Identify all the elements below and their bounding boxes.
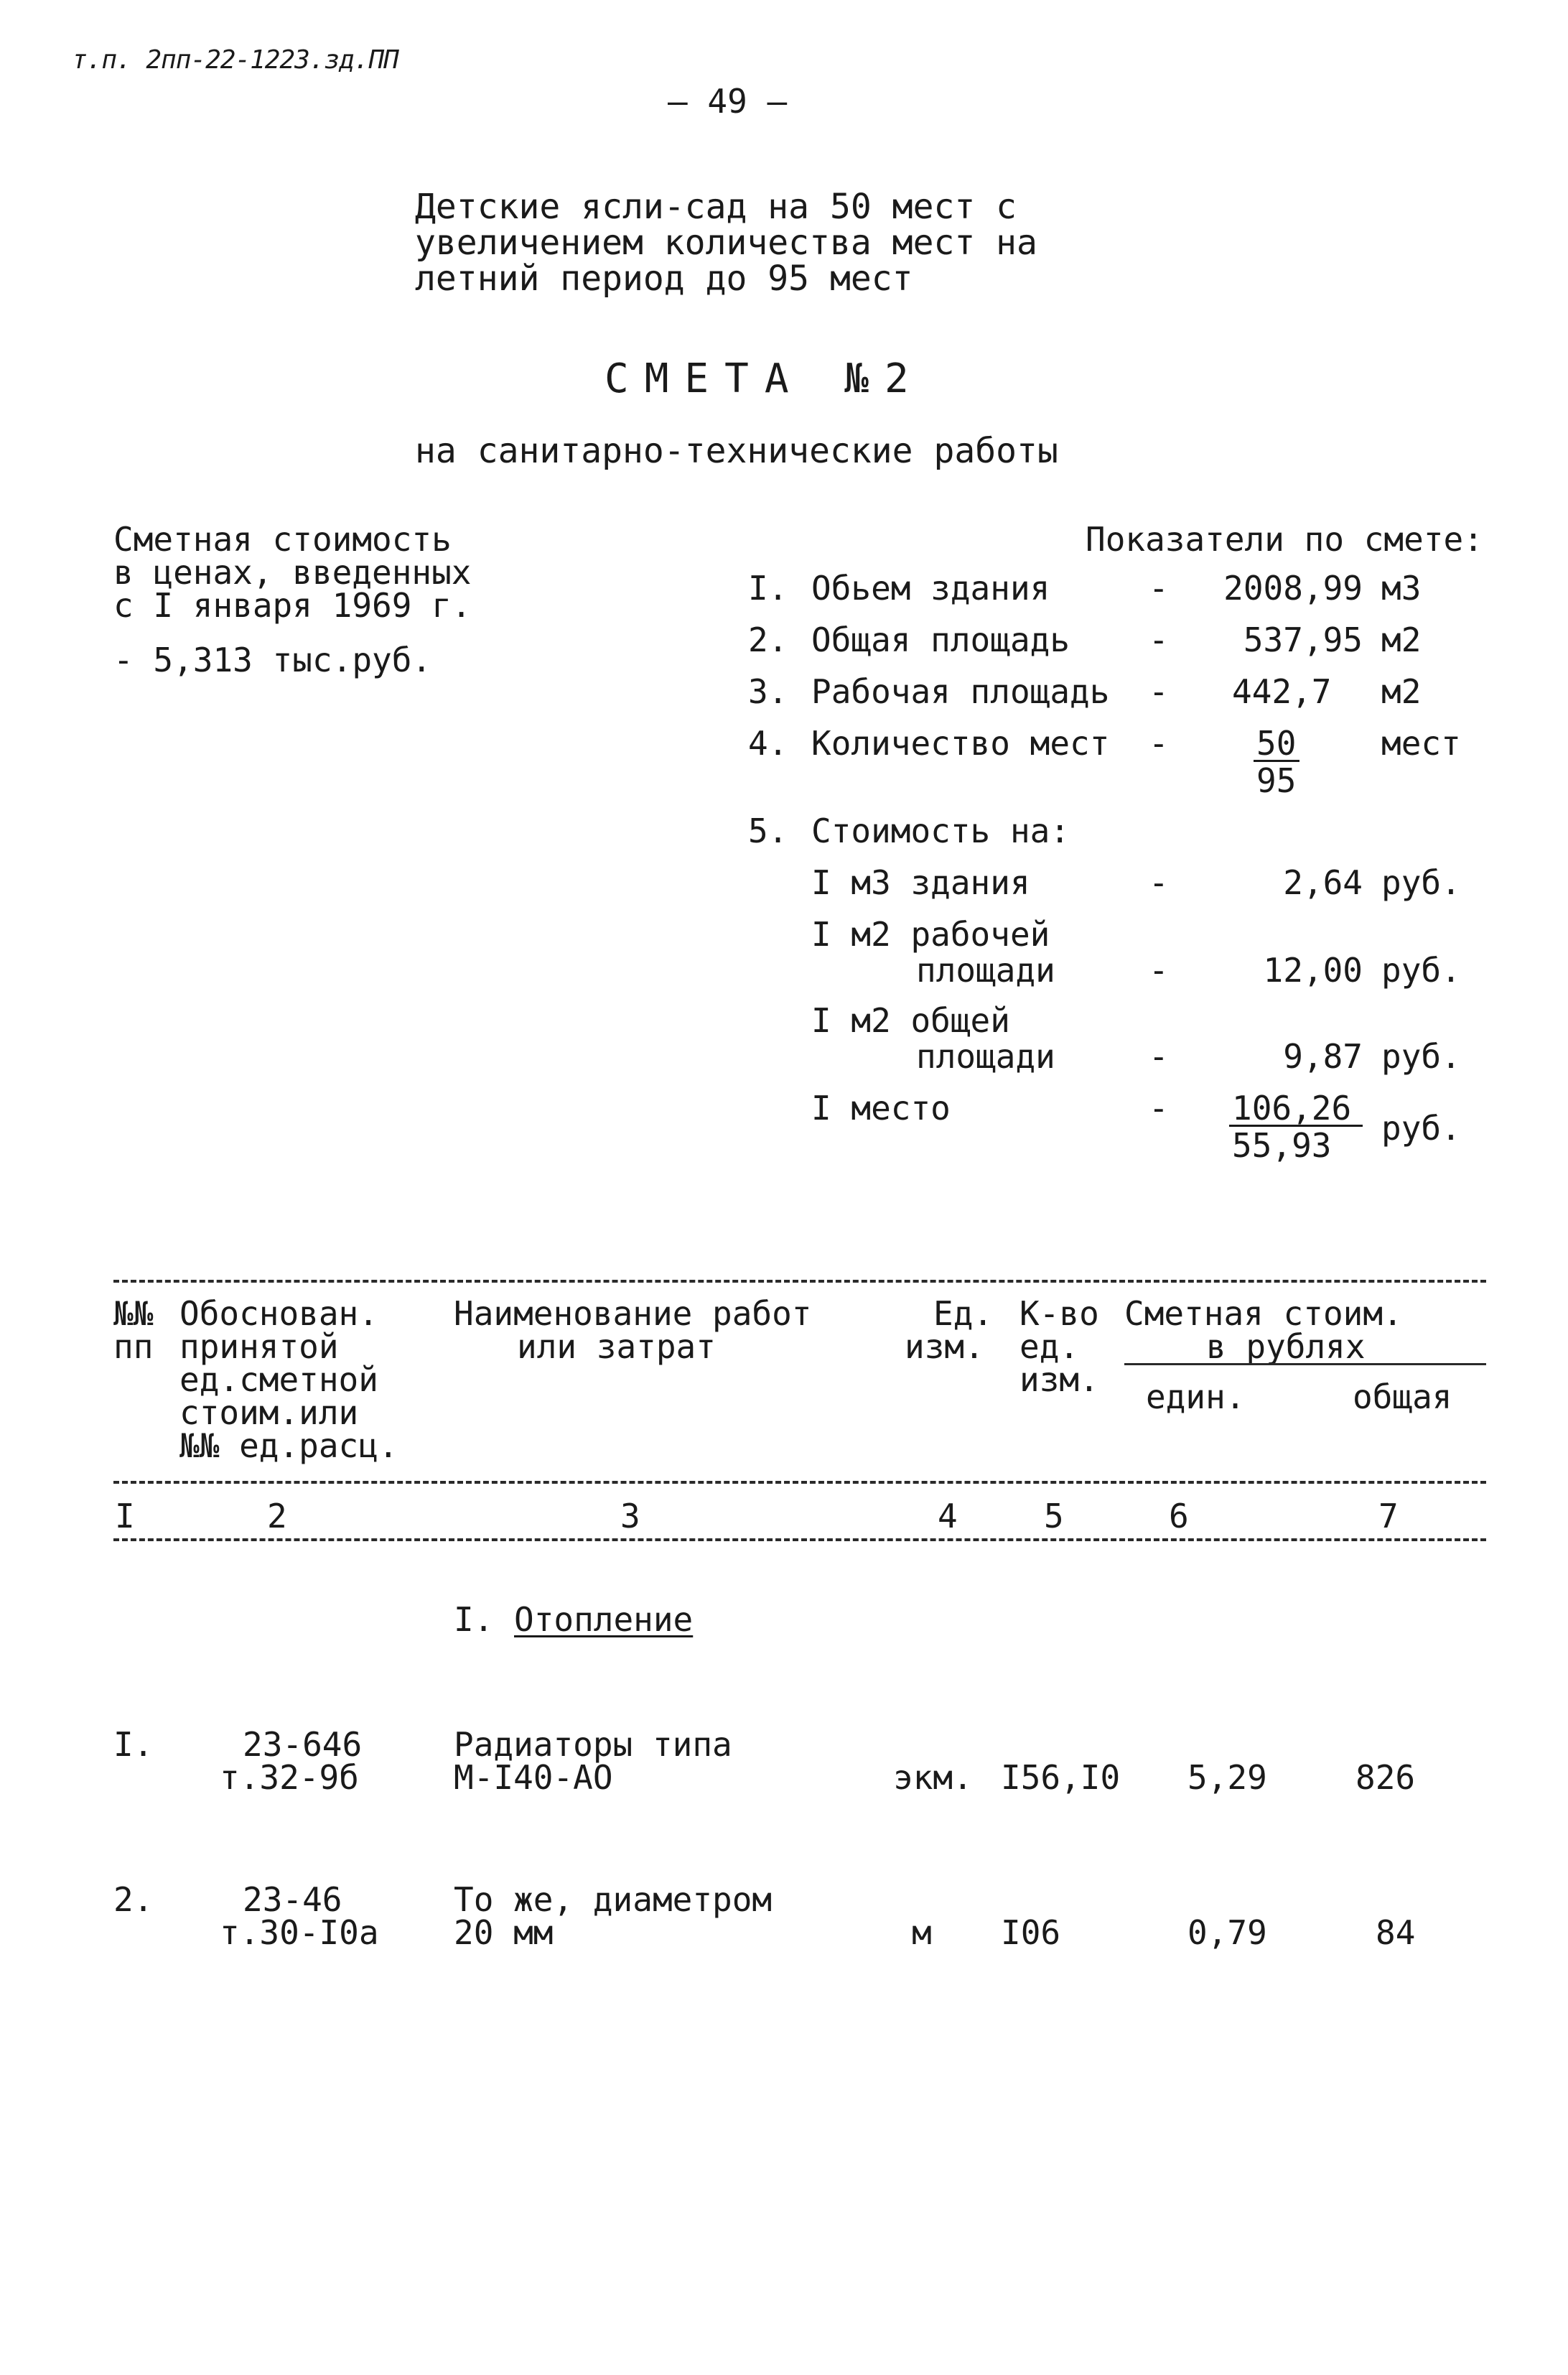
column-number: 7 [1378, 1497, 1399, 1535]
title-line-3: летний период до 95 мест [415, 259, 913, 299]
header-col1-line1: №№ [113, 1294, 154, 1333]
indicator-num: I. [748, 569, 788, 608]
indicator-unit: м2 [1381, 672, 1422, 711]
cost-heading-num: 5. [748, 812, 788, 850]
cost-label-3: с I января 1969 г. [113, 586, 472, 625]
header-col6-group-line1: Сметная стоим. [1124, 1294, 1403, 1333]
indicator-unit: мест [1381, 724, 1461, 763]
row-work-name: Радиаторы типа [454, 1725, 732, 1764]
section-number: I. [454, 1600, 494, 1639]
row-table-ref: т.32-9б [220, 1758, 359, 1797]
row-work-name-2: 20 мм [454, 1913, 554, 1952]
header-col2-line4: стоим.или [179, 1393, 359, 1432]
cost-label-2: в ценах, введенных [113, 553, 472, 592]
header-col6: един. [1146, 1377, 1246, 1416]
indicator-unit: м3 [1381, 569, 1422, 608]
header-col5-line1: К-во [1019, 1294, 1099, 1333]
column-number: 2 [267, 1497, 287, 1535]
cost-item-unit: руб. [1381, 1109, 1461, 1148]
cost-item-value: 9,87 [1283, 1037, 1363, 1076]
header-col1-line2: пп [113, 1327, 154, 1366]
row-code: 23-646 [243, 1725, 363, 1764]
place-cost-top: 106,26 [1232, 1089, 1352, 1128]
places-value-top: 50 [1256, 724, 1297, 763]
header-col2-line5: №№ ед.расц. [179, 1426, 398, 1465]
indicator-label: Общая площадь [811, 621, 1070, 659]
page-number: — 49 — [668, 82, 788, 121]
indicator-dash: - [1149, 724, 1169, 763]
header-col4-line2: изм. [905, 1327, 984, 1366]
section-title: Отопление [514, 1600, 694, 1639]
smeta-subtitle: на санитарно-технические работы [415, 431, 1058, 471]
cost-item-dash: - [1149, 863, 1169, 902]
header-col4-line1: Ед. [933, 1294, 994, 1333]
place-cost-bottom: 55,93 [1232, 1126, 1332, 1165]
row-unit-price: 5,29 [1187, 1758, 1267, 1797]
indicator-label: Количество мест [811, 724, 1110, 763]
header-col7: общая [1353, 1377, 1452, 1416]
row-table-ref: т.30-I0а [220, 1913, 379, 1952]
row-work-name-2: М-I40-АО [454, 1758, 613, 1797]
indicator-value: 442,7 [1232, 672, 1332, 711]
cost-item-unit: руб. [1381, 951, 1461, 990]
indicator-num: 4. [748, 724, 788, 763]
estimated-cost-value: - 5,313 тыс.руб. [113, 641, 432, 679]
cost-item-label: I м3 здания [811, 863, 1030, 902]
row-unit: экм. [893, 1758, 973, 1797]
column-number: I [115, 1497, 135, 1535]
header-col2-line2: принятой [179, 1327, 339, 1366]
header-bottom-rule [113, 1481, 1486, 1484]
indicator-dash: - [1149, 569, 1169, 608]
column-numbers-rule [113, 1538, 1486, 1541]
cost-heading: Стоимость на: [811, 812, 1070, 850]
row-work-name: То же, диаметром [454, 1880, 773, 1919]
table-top-rule [113, 1280, 1486, 1283]
row-total: 84 [1376, 1913, 1416, 1952]
document-code: т.п. 2пп-22-1223.зд.ПП [72, 45, 398, 75]
cost-item-value: 12,00 [1263, 951, 1363, 990]
cost-item-dash: - [1149, 1089, 1169, 1128]
cost-item-label-2: площади [916, 1037, 1055, 1076]
header-col6-group-line2: в рублях [1206, 1327, 1366, 1366]
indicator-label: Обьем здания [811, 569, 1050, 608]
title-line-2: увеличением количества мест на [415, 223, 1037, 263]
cost-item-dash: - [1149, 1037, 1169, 1076]
row-total: 826 [1355, 1758, 1416, 1797]
cost-item-label: I м2 общей [811, 1001, 1010, 1040]
smeta-heading: СМЕТА №2 [605, 355, 925, 402]
header-col5-line2: ед. [1019, 1327, 1080, 1366]
cost-item-value: 2,64 [1283, 863, 1363, 902]
row-quantity: I56,I0 [1001, 1758, 1121, 1797]
cost-item-dash: - [1149, 951, 1169, 990]
header-col3-line1: Наименование работ [454, 1294, 812, 1333]
indicator-num: 3. [748, 672, 788, 711]
row-unit-price: 0,79 [1187, 1913, 1267, 1952]
header-col2-line1: Обоснован. [179, 1294, 378, 1333]
indicator-unit: м2 [1381, 621, 1422, 659]
indicators-heading: Показатели по смете: [1086, 520, 1483, 559]
cost-item-label: I место [811, 1089, 951, 1128]
header-col2-line3: ед.сметной [179, 1360, 378, 1399]
cost-label-1: Сметная стоимость [113, 520, 452, 559]
header-group-rule [1124, 1363, 1486, 1365]
indicator-value: 537,95 [1243, 621, 1363, 659]
column-number: 6 [1169, 1497, 1189, 1535]
column-number: 3 [620, 1497, 640, 1535]
places-value-bottom: 95 [1256, 761, 1297, 800]
indicator-dash: - [1149, 621, 1169, 659]
row-quantity: I06 [1001, 1913, 1061, 1952]
indicator-dash: - [1149, 672, 1169, 711]
column-number: 4 [938, 1497, 958, 1535]
indicator-value: 2008,99 [1223, 569, 1363, 608]
title-line-1: Детские ясли-сад на 50 мест с [415, 187, 1017, 227]
row-number: I. [113, 1725, 154, 1764]
column-number: 5 [1044, 1497, 1064, 1535]
header-col3-line2: или затрат [517, 1327, 716, 1366]
cost-item-label-2: площади [916, 951, 1055, 990]
cost-item-label: I м2 рабочей [811, 915, 1050, 954]
row-code: 23-46 [243, 1880, 342, 1919]
cost-item-unit: руб. [1381, 1037, 1461, 1076]
header-col5-line3: изм. [1019, 1360, 1099, 1399]
cost-item-unit: руб. [1381, 863, 1461, 902]
indicator-label: Рабочая площадь [811, 672, 1110, 711]
row-number: 2. [113, 1880, 154, 1919]
row-unit: м [912, 1913, 932, 1952]
indicator-num: 2. [748, 621, 788, 659]
